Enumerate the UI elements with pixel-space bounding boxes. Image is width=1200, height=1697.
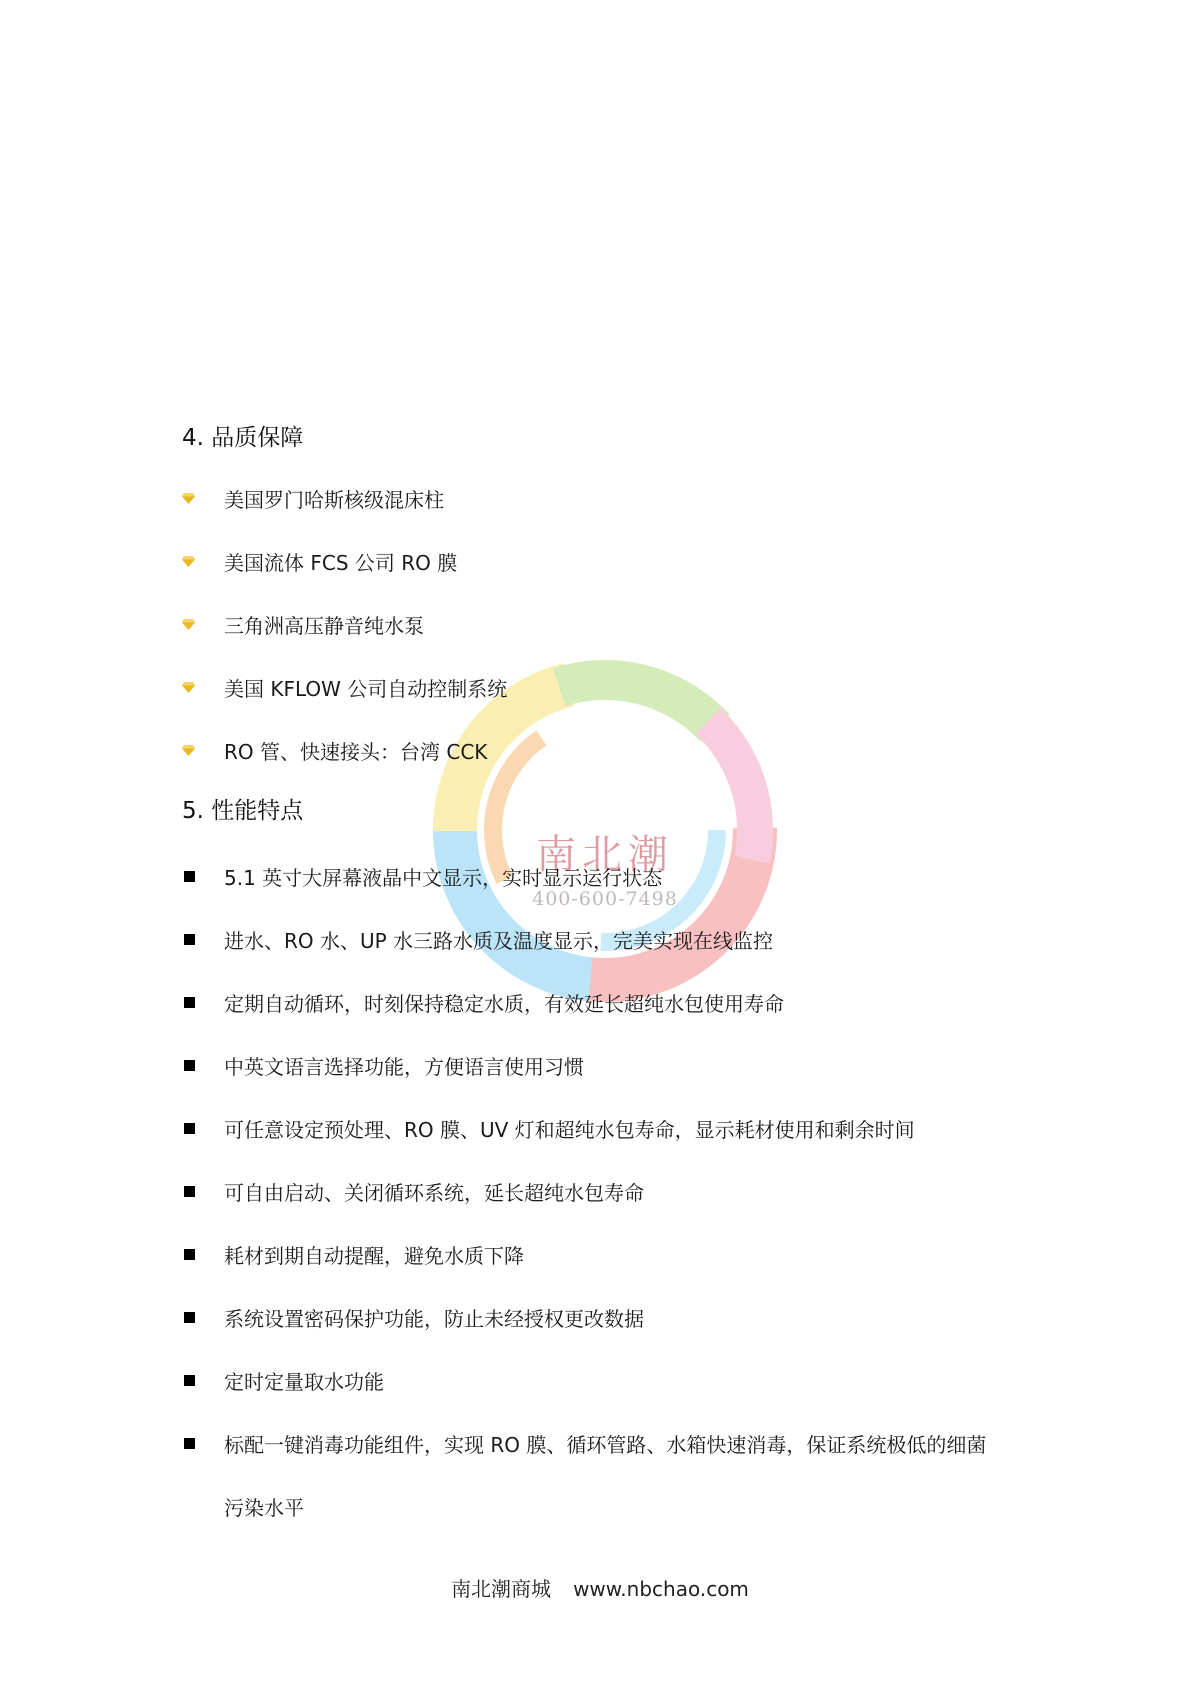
list-item [182,1050,584,1080]
list-item [182,1239,524,1269]
list-item-text: 定时定量取水功能 [224,1369,384,1394]
list-item-text: 美国流体 FCS 公司 RO 膜 [224,550,458,575]
list-item-text: 系统设置密码保护功能，防止未经授权更改数据 [224,1306,644,1331]
square-icon [182,1375,224,1386]
list-item-text: 进水、RO 水、UP 水三路水质及温度显示，完美实现在线监控 [224,928,774,953]
list-item [182,1428,986,1458]
square-icon [182,1186,224,1197]
square-icon [182,1312,224,1323]
watermark-brand: 南北潮 [536,832,674,878]
section-title-quality: 4. 品质保障 [182,425,304,451]
square-icon [182,871,224,882]
list-item [182,1176,644,1206]
page-footer [0,1573,1200,1602]
list-item [182,735,487,765]
list-item-text: 三角洲高压静音纯水泵 [224,613,424,638]
list-item-text: 标配一键消毒功能组件，实现 RO 膜、循环管路、水箱快速消毒，保证系统极低的细菌 [224,1432,987,1457]
square-icon [182,1060,224,1071]
square-icon [182,934,224,945]
diamond-icon [182,682,224,693]
list-item-text: 美国 KFLOW 公司自动控制系统 [224,676,508,701]
list-item [182,1365,384,1395]
list-item-text: 中英文语言选择功能，方便语言使用习惯 [224,1054,584,1079]
square-icon [182,997,224,1008]
square-icon [182,1123,224,1134]
list-item [182,546,457,576]
diamond-icon [182,619,224,630]
list-item-text: 可任意设定预处理、RO 膜、UV 灯和超纯水包寿命，显示耗材使用和剩余时间 [224,1117,915,1142]
list-item [182,1302,644,1332]
list-item-text: 定期自动循环，时刻保持稳定水质，有效延长超纯水包使用寿命 [224,991,784,1016]
diamond-icon [182,745,224,756]
list-item-text: 可自由启动、关闭循环系统，延长超纯水包寿命 [224,1180,644,1205]
diamond-icon [182,556,224,567]
list-item-text: 美国罗门哈斯核级混床柱 [224,487,444,512]
list-item-text: RO 管、快速接头：台湾 CCK [224,739,488,764]
square-icon [182,1438,224,1449]
footer-url: www.nbchao.com [573,1577,749,1601]
list-item [182,924,773,954]
list-item-text: 耗材到期自动提醒，避免水质下降 [224,1243,524,1268]
watermark-phone: 400-600-7498 [532,888,678,910]
list-item [182,609,424,639]
list-item [182,987,784,1017]
list-item [182,483,444,513]
list-item [182,1113,915,1143]
list-item [182,672,507,702]
diamond-icon [182,493,224,504]
list-item-text: 污染水平 [224,1495,304,1520]
list-item-text: 5.1 英寸大屏幕液晶中文显示，实时显示运行状态 [224,865,663,890]
section-title-features: 5. 性能特点 [182,798,304,824]
list-item-continuation [182,1491,304,1521]
footer-site-name: 南北潮商城 [451,1577,552,1601]
square-icon [182,1249,224,1260]
list-item [182,861,662,891]
